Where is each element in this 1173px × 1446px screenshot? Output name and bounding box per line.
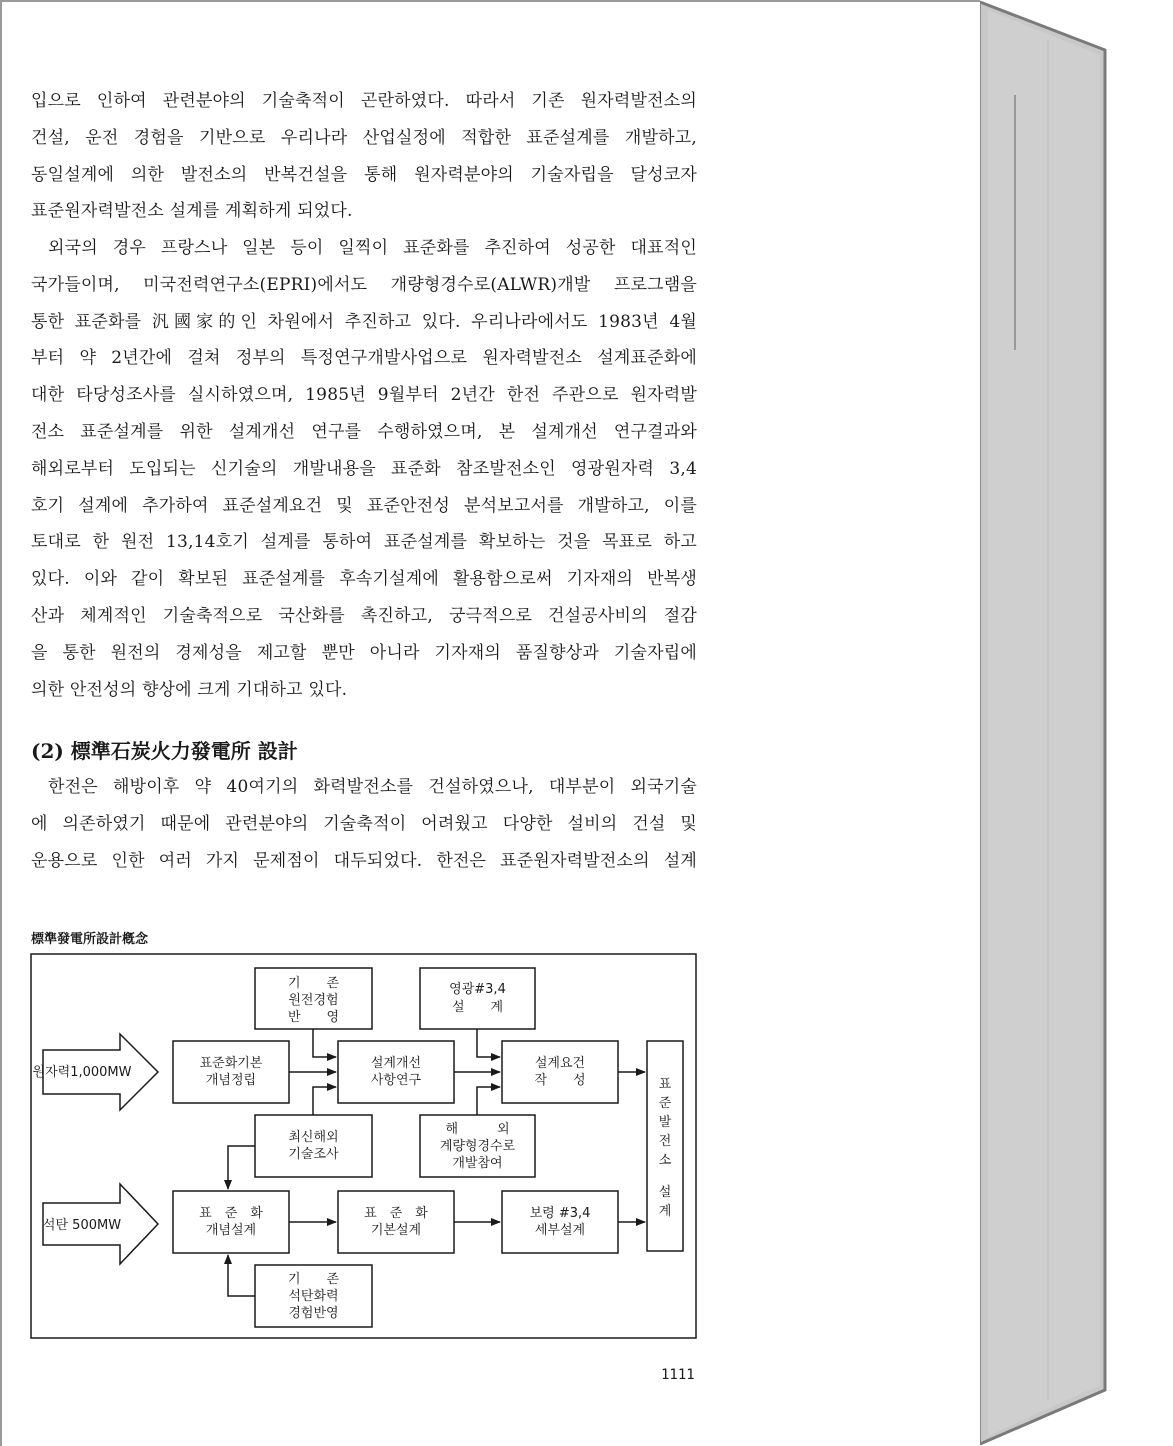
box-std-basic-design (338, 1191, 454, 1253)
arrow-nuclear-label: 원자력1,000MW (32, 1065, 132, 1080)
text-line: 산과 체계적인 기술축적으로 국산화를 촉진하고, 궁극적으로 건설공사비의 절감 (31, 605, 697, 626)
box-line: 기 존 (287, 976, 340, 991)
text-line: 해외로부터 도입되는 신기술의 개발내용을 표준화 참조발전소인 영광원자력 3,4 (31, 458, 697, 479)
box-yonggwang (420, 968, 535, 1029)
box-boryeong (502, 1191, 618, 1253)
connector (477, 1029, 500, 1057)
box-line: 설계개선 (370, 1056, 422, 1071)
box-line: 표 (658, 1077, 672, 1092)
text-line: 전소 표준설계를 위한 설계개선 연구를 수행하였으며, 본 설계개선 연구결과와 (31, 421, 697, 442)
box-line: 설 계 (451, 1000, 504, 1015)
arrow-coal-label: 석탄 500MW (42, 1218, 122, 1233)
box-line: 계 (658, 1204, 672, 1219)
box-line: 개발참여 (452, 1156, 503, 1171)
box-line: 발 (658, 1115, 672, 1130)
text-line: 동일설계에 의한 발전소의 반복건설을 통해 원자력분야의 기술자립을 달성코자 (31, 164, 697, 185)
text-line: 호기 설계에 추가하여 표준설계요건 및 표준안전성 분석보고서를 개발하고, 이를 (31, 495, 697, 516)
box-line: 표 준 화 (364, 1206, 428, 1221)
box-line: 최신해외 (288, 1130, 339, 1145)
box-line: 개념설계 (205, 1223, 257, 1238)
standard-plant-design-diagram (30, 953, 698, 1341)
section-heading: (2) 標準石炭火力發電所 設計 (31, 739, 298, 763)
box-line: 보령 #3,4 (529, 1206, 591, 1221)
text-line: 통한 표준화를 汎國家的인 차원에서 추진하고 있다. 우리나라에서도 1983년 4월 (31, 311, 697, 332)
paragraph-2 (31, 230, 697, 708)
text-line: 운용으로 인한 여러 가지 문제점이 대두되었다. 한전은 표준원자력발전소의 설계 (31, 850, 697, 871)
box-line: 전 (658, 1134, 672, 1149)
box-line: 설계요건 (534, 1056, 586, 1071)
box-line: 반 영 (287, 1010, 340, 1025)
box-requirements (502, 1041, 618, 1103)
box-latest-overseas (255, 1115, 372, 1177)
text-line: 한전은 해방이후 약 40여기의 화력발전소를 건설하였으나, 대부분이 외국기술 (48, 777, 697, 797)
text-line: 입으로 인하여 관련분야의 기술축적이 곤란하였다. 따라서 기존 원자력발전소의 (31, 91, 697, 111)
box-line: 사항연구 (370, 1073, 422, 1088)
box-concept-design (173, 1191, 289, 1253)
connector (228, 1146, 255, 1189)
box-line: 기술조사 (288, 1147, 339, 1162)
connector (313, 1029, 336, 1057)
text-line: 있다. 이와 같이 확보된 표준설계를 후속기설계에 활용함으로써 기자재의 반복생 (31, 569, 697, 590)
box-line: 영광#3,4 (449, 982, 506, 997)
box-line: 표 준 화 (199, 1206, 263, 1221)
paragraph-3 (31, 769, 697, 879)
text-line: 에 의존하였기 때문에 관련분야의 기술축적이 어려웠고 다양한 설비의 건설 및 (31, 813, 697, 834)
text-line: 대한 타당성조사를 실시하였으며, 1985년 9월부터 2년간 한전 주관으로 원자력발 (31, 385, 697, 406)
text-line: 토대로 한 원전 13,14호기 설계를 통하여 표준설계를 확보하는 것을 목표로 하고 (31, 532, 697, 553)
connector (477, 1087, 500, 1115)
connector (313, 1087, 336, 1115)
box-line: 계량형경수로 (439, 1139, 516, 1154)
box-line: 기본설계 (370, 1223, 422, 1238)
text-line: 을 통한 원전의 경제성을 제고할 뿐만 아니라 기자재의 품질향상과 기술자립에 (31, 642, 697, 663)
box-design-improvement (338, 1041, 454, 1103)
paragraph-1 (31, 83, 697, 230)
box-line: 준 (658, 1096, 672, 1111)
box-line: 경험반영 (288, 1306, 339, 1321)
box-line: 원전경험 (288, 993, 339, 1008)
text-line: 건설, 운전 경험을 기반으로 우리나라 산업실정에 적합한 표준설계를 개발하고, (31, 127, 697, 148)
box-line: 소 (658, 1153, 672, 1168)
connector (228, 1255, 255, 1296)
text-line: 국가들이며, 미국전력연구소(EPRI)에서도 개량형경수로(ALWR)개발 프로그램을 (31, 274, 697, 295)
box-line: 기 존 (287, 1272, 340, 1287)
figure-caption: 標準發電所設計槪念 (31, 932, 149, 947)
page-number: 1111 (661, 1367, 695, 1383)
text-line: 의한 안전성의 향상에 크게 기대하고 있다. (31, 679, 348, 700)
box-line: 해 외 (445, 1122, 510, 1137)
text-line: 표준원자력발전소 설계를 계획하게 되었다. (31, 201, 353, 222)
box-line: 개념정립 (205, 1073, 257, 1088)
text-line: 외국의 경우 프랑스나 일본 등이 일찍이 표준화를 추진하여 성공한 대표적인 (48, 238, 697, 258)
box-line: 세부설계 (534, 1223, 586, 1238)
box-line: 표준화기본 (199, 1056, 263, 1071)
box-line: 작 성 (534, 1073, 586, 1088)
box-line: 석탄화력 (288, 1289, 339, 1304)
box-line: 설 (658, 1185, 672, 1200)
text-line: 부터 약 2년간에 걸쳐 정부의 특정연구개발사업으로 원자력발전소 설계표준화에 (31, 348, 697, 369)
box-basic-concept (173, 1041, 289, 1103)
